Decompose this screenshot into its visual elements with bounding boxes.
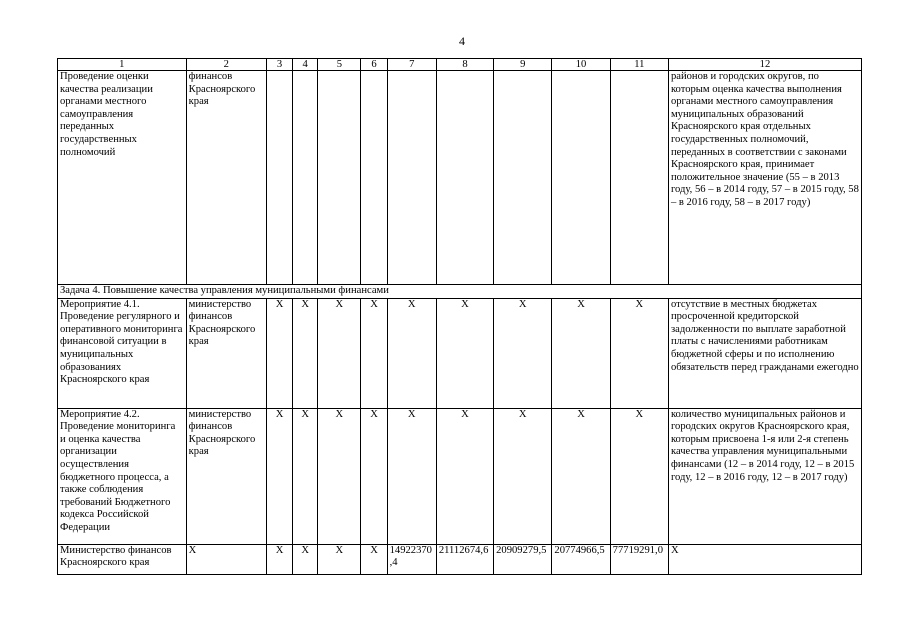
cell	[318, 71, 361, 285]
measure-name: Мероприятие 4.1. Проведение регулярного и оперативного мониторинга финансовой ситуации в муниципальных образованиях Красноярского края	[58, 298, 187, 408]
result-indicator: количество муниципальных районов и городских округов Красноярского края, которым присвоена 1-я или 2-я степень качества управления муниципальными финансами (12 – в 2014 году, 12 – в 2015 году, 12 – в 2016 году, 12 – в 2017 году)	[668, 408, 861, 544]
result-indicator: отсутствие в местных бюджетах просроченной кредиторской задолженности по выплате заработной платы с начислениями работникам бюджетной сферы и по исполнению обязательств перед гражданами ежегодно	[668, 298, 861, 408]
cell: Х	[387, 298, 436, 408]
cell: Х	[293, 298, 318, 408]
table-row	[58, 408, 862, 544]
cell: Х	[436, 298, 493, 408]
column-number: 8	[436, 59, 493, 71]
cell: Х	[552, 408, 610, 544]
responsible-body: министерство финансов Красноярского края	[186, 408, 266, 544]
cell: Х	[436, 408, 493, 544]
column-number: 5	[318, 59, 361, 71]
column-number: 6	[361, 59, 387, 71]
amount-cell: 20774966,5	[552, 544, 610, 574]
cell	[610, 71, 668, 285]
task-row	[58, 285, 862, 299]
cell	[552, 71, 610, 285]
measure-name: Мероприятие 4.2. Проведение мониторинга и оценка качества организации осуществления бюджетного процесса, а также соблюдения требований Бюджетного кодекса Российской Федерации	[58, 408, 187, 544]
page-number: 4	[459, 34, 465, 48]
amount-cell: 20909279,5	[494, 544, 552, 574]
cell: Х	[318, 408, 361, 544]
cell: Х	[361, 408, 387, 544]
cell	[494, 71, 552, 285]
column-number: 7	[387, 59, 436, 71]
table-row	[58, 298, 862, 408]
cell	[436, 71, 493, 285]
cell	[361, 71, 387, 285]
cell: Х	[552, 298, 610, 408]
cell: Х	[610, 298, 668, 408]
cell: Х	[494, 298, 552, 408]
cell: Х	[387, 408, 436, 544]
cell: Х	[293, 544, 318, 574]
column-number: 3	[267, 59, 293, 71]
table-row	[58, 71, 862, 285]
cell: Х	[361, 298, 387, 408]
cell: Х	[293, 408, 318, 544]
cell: Х	[318, 298, 361, 408]
cell: Х	[494, 408, 552, 544]
measure-name: Проведение оценки качества реализации органами местного самоуправления переданных государственных полномочий	[58, 71, 187, 285]
amount-cell: 77719291,0	[610, 544, 668, 574]
result-indicator: Х	[668, 544, 861, 574]
column-number: 10	[552, 59, 610, 71]
measure-name: Министерство финансов Красноярского края	[58, 544, 187, 574]
responsible-body: финансов Красноярского края	[186, 71, 266, 285]
column-number: 4	[293, 59, 318, 71]
cell: Х	[267, 544, 293, 574]
cell	[387, 71, 436, 285]
column-number: 11	[610, 59, 668, 71]
amount-cell: 21112674,6	[436, 544, 493, 574]
cell: Х	[361, 544, 387, 574]
cell: Х	[267, 298, 293, 408]
cell: Х	[610, 408, 668, 544]
totals-row	[58, 544, 862, 574]
task-heading: Задача 4. Повышение качества управления муниципальными финансами	[58, 285, 862, 299]
cell	[293, 71, 318, 285]
responsible-body: министерство финансов Красноярского края	[186, 298, 266, 408]
column-number: 1	[58, 59, 187, 71]
responsible-body: Х	[186, 544, 266, 574]
column-number: 12	[668, 59, 861, 71]
result-indicator: районов и городских округов, по которым оценка качества выполнения органами местного самоуправления муниципальных образований Красноярского края отдельных государственных полномочий, переданных в соответствии с законами Красноярского края, принимает положительное значение (55 – в 2013 году, 56 – в 2014 году, 57 – в 2015 году, 58 – в 2016 году, 58 – в 2017 году)	[668, 71, 861, 285]
program-table	[57, 58, 862, 575]
column-number: 2	[186, 59, 266, 71]
cell	[267, 71, 293, 285]
column-numbers-row	[58, 59, 862, 71]
column-number: 9	[494, 59, 552, 71]
amount-cell: 14922370,4	[387, 544, 436, 574]
cell: Х	[318, 544, 361, 574]
cell: Х	[267, 408, 293, 544]
